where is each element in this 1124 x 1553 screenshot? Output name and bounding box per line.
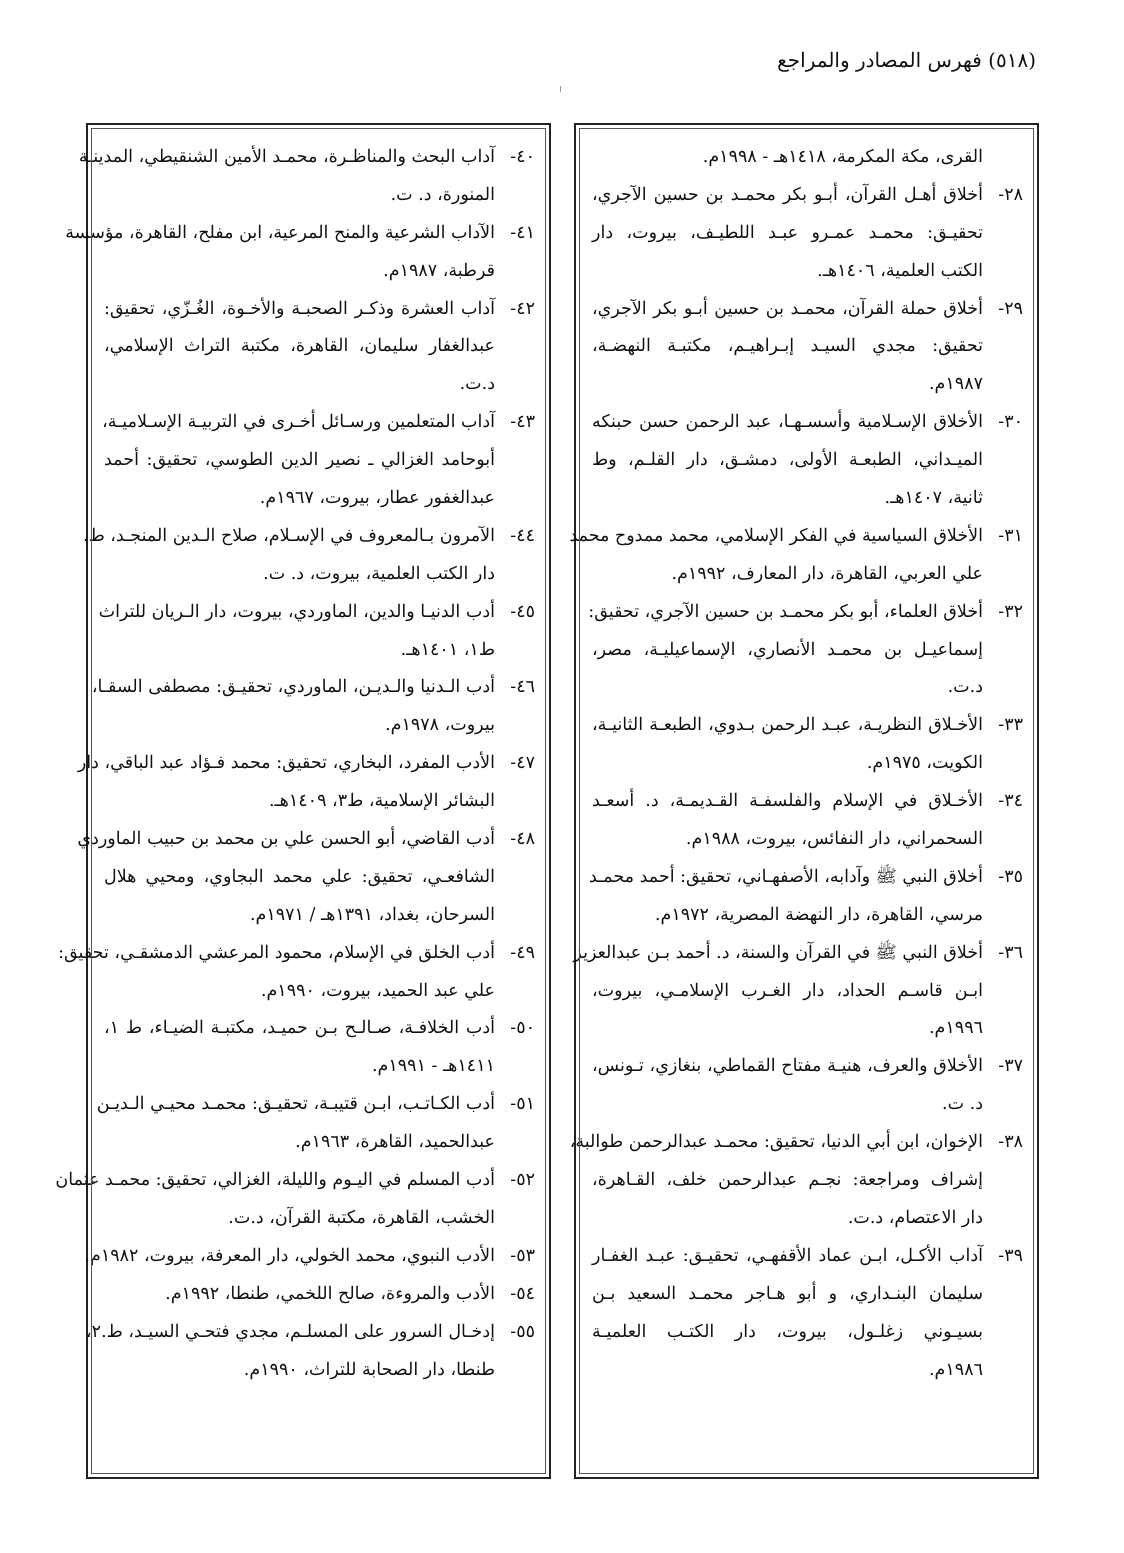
entry-text: أدب القاضي، أبو الحسن علي بن محمد بن حبيب الماوردي — [77, 829, 495, 850]
reference-line-continuation — [592, 1352, 1023, 1390]
reference-line-continuation — [592, 442, 1023, 480]
reference-entry — [77, 745, 535, 783]
entry-text: طنطا، دار الصحابة للتراث، ١٩٩٠م. — [243, 1359, 495, 1380]
entry-text: بسيـوني زغلـول، بيروت، دار الكتـب العلميـة — [592, 1321, 983, 1342]
entry-number: ٣٥- — [998, 866, 1023, 887]
entry-number: ٣٠- — [998, 412, 1023, 433]
entry-text: تحقيق: مجدي السيـد إبـراهيـم، مكتبـة النهضـة، — [592, 336, 983, 357]
entry-text: أخلاق العلماء، أبو بكر محمـد بن حسين الآجري، تحقيق: — [588, 601, 983, 622]
reference-line-continuation — [104, 1352, 535, 1390]
reference-line-continuation — [592, 253, 1023, 291]
reference-entry — [58, 935, 535, 973]
entry-text: إدخـال السرور على المسلـم، مجدي فتحـي السيـد، ط.٢، — [86, 1321, 495, 1342]
reference-line-continuation — [592, 669, 1023, 707]
entry-text: ط١، ١٤٠١هـ. — [400, 639, 495, 660]
entry-text: إسماعيـل بن محمـد الأنصاري، الإسماعيليـة، مصر، — [592, 639, 983, 660]
entry-number: ٤٣- — [510, 412, 535, 433]
entry-number: ٢٨- — [998, 184, 1023, 205]
entry-number: ٤٦- — [510, 677, 535, 698]
entry-number: ٤٠- — [510, 147, 535, 167]
entry-text: أدب الدنيـا والدين، الماوردي، بيروت، دار الـريان للتراث — [98, 601, 495, 622]
reference-line-continuation — [592, 1276, 1023, 1314]
entry-number: ٤٩- — [510, 942, 535, 963]
entry-text: دار الكتب العلمية، بيروت، د. ت. — [263, 563, 495, 584]
entry-text: ثانية، ١٤٠٧هـ. — [884, 488, 983, 509]
entry-text: دار الاعتصام، د.ت. — [847, 1207, 983, 1228]
reference-entry — [98, 594, 535, 632]
reference-line-continuation — [592, 632, 1023, 670]
reference-entry — [592, 1238, 1023, 1276]
entry-text: عبدالغفار سليمان، القاهرة، مكتبة التراث الإسلامي، — [104, 336, 495, 357]
reference-line-continuation — [104, 897, 535, 935]
reference-line-continuation — [592, 897, 1023, 935]
reference-entry — [104, 1010, 535, 1048]
entry-text: تحقيـق: محمـد عمـرو عبـد اللطيـف، بيروت، دار — [592, 222, 983, 243]
reference-entry — [573, 935, 1023, 973]
reference-entry — [104, 291, 535, 329]
left-column-entries — [55, 139, 535, 1389]
entry-text: الأخلاق السياسية في الفكر الإسلامي، محمد ممدوح محمد — [569, 525, 983, 546]
reference-line-continuation — [592, 973, 1023, 1011]
entry-number: ٢٩- — [998, 298, 1023, 319]
reference-entry — [588, 859, 1023, 897]
entry-text: د. ت. — [942, 1094, 983, 1115]
reference-entry — [78, 139, 535, 177]
reference-entry — [592, 783, 1023, 821]
entry-number: ٥٥- — [510, 1321, 535, 1342]
margin-mark — [560, 86, 561, 92]
entry-text: بيروت، ١٩٧٨م. — [385, 715, 495, 736]
reference-entry — [588, 594, 1023, 632]
entry-number: ٣٣- — [998, 715, 1023, 736]
entry-text: علي عبد الحميد، بيروت، ١٩٩٠م. — [260, 980, 495, 1001]
entry-text: آداب الأكـل، ابـن عماد الأقفهـي، تحقيـق: عبـد الغفـار — [592, 1245, 983, 1266]
reference-entry — [592, 707, 1023, 745]
reference-entry — [84, 1238, 535, 1276]
entry-number: ٣٦- — [998, 942, 1023, 963]
entry-text: أدب الـدنيا والـديـن، الماوردي، تحقيـق: مصطفى السقـا، — [91, 677, 495, 698]
reference-line-continuation — [592, 1086, 1023, 1124]
entry-text: الميـداني، الطبعـة الأولى، دمشـق، دار القلـم، وط — [592, 450, 983, 471]
reference-line-continuation — [592, 328, 1023, 366]
reference-entry — [569, 1124, 1023, 1162]
reference-line-continuation — [104, 366, 535, 404]
entry-text: الآمرون بـالمعروف في الإسـلام، صلاح الـدين المنجـد، ط. — [83, 525, 495, 546]
entry-text: إشراف ومراجعة: نجـم عبدالرحمن خلف، القـاهرة، — [592, 1170, 983, 1191]
reference-line-continuation — [104, 253, 535, 291]
entry-text: عبدالغفور عطار، بيروت، ١٩٦٧م. — [259, 488, 495, 509]
entry-number: ٣٧- — [998, 1056, 1023, 1077]
entry-text: السحمراني، دار النفائس، بيروت، ١٩٨٨م. — [685, 829, 983, 850]
reference-line-continuation — [592, 1314, 1023, 1352]
reference-entry — [83, 518, 535, 556]
reference-entry — [86, 1314, 535, 1352]
reference-line-continuation — [104, 556, 535, 594]
reference-entry — [569, 518, 1023, 556]
entry-text: قرطبة، ١٩٨٧م. — [383, 260, 495, 281]
entry-number: ٣٨- — [998, 1132, 1023, 1153]
reference-line-continuation — [592, 1200, 1023, 1238]
right-column-entries — [569, 139, 1023, 1389]
entry-number: ٣١- — [998, 525, 1023, 546]
entry-text: الآداب الشرعية والمنح المرعية، ابن مفلح، القاهرة، مؤسسة — [65, 222, 495, 243]
reference-line-continuation — [104, 1124, 535, 1162]
entry-text: ١٤١١هـ - ١٩٩١م. — [371, 1056, 495, 1077]
entry-text: أدب الكـاتـب، ابـن قتيبـة، تحقيـق: محمـد محيـي الـديـن — [96, 1094, 495, 1115]
entry-text: الأخلاق الإسـلامية وأسسـهـا، عبد الرحمن حسن حبنكه — [592, 412, 983, 433]
entry-text: الأخـلاق النظريـة، عبـد الرحمن بـدوي، الطبعـة الثانيـة، — [592, 715, 983, 736]
reference-line-continuation — [592, 1010, 1023, 1048]
entry-text: الكويت، ١٩٧٥م. — [866, 753, 983, 774]
entry-number: ٥٠- — [510, 1018, 535, 1039]
entry-text: الشافعـي، تحقيق: علي محمد البجاوي، ومحيي هلال — [104, 866, 495, 887]
entry-text: علي العربي، القاهرة، دار المعارف، ١٩٩٢م. — [671, 563, 983, 584]
reference-line-continuation — [592, 556, 1023, 594]
reference-line-continuation — [104, 859, 535, 897]
entry-text: ١٩٩٦م. — [928, 1018, 983, 1039]
reference-entry — [104, 1276, 535, 1314]
entry-text: آداب العشرة وذكـر الصحبـة والأخـوة، الغُـزّي، تحقيق: — [104, 298, 495, 319]
entry-text: الأدب والمروءة، صالح اللخمي، طنطا، ١٩٩٢م. — [165, 1283, 495, 1304]
reference-entry — [592, 177, 1023, 215]
reference-line-continuation — [104, 632, 535, 670]
entry-text: أخلاق أهـل القرآن، أبـو بكر محمـد بن حسين الآجري، — [592, 184, 983, 205]
reference-entry — [77, 821, 535, 859]
entry-text: ١٩٨٦م. — [928, 1359, 983, 1380]
entry-number: ٤٨- — [510, 829, 535, 850]
reference-entry — [592, 291, 1023, 329]
entry-text: الأدب النبوي، محمد الخولي، دار المعرفة، بيروت، ١٩٨٢م. — [84, 1245, 495, 1266]
entry-number: ٣٩- — [998, 1245, 1023, 1266]
entry-text: أخلاق النبي ﷺ في القرآن والسنة، د. أحمد بـن عبدالعزيز — [573, 942, 983, 963]
reference-line-continuation — [592, 480, 1023, 518]
entry-number: ٣٢- — [998, 601, 1023, 622]
entry-text: السرحان، بغداد، ١٣٩١هـ / ١٩٧١م. — [249, 904, 495, 925]
reference-line-continuation — [104, 973, 535, 1011]
entry-text: سليمان البنـداري، و أبو هـاجر محمـد السعيد بـن — [592, 1283, 983, 1304]
reference-entry — [55, 1162, 535, 1200]
entry-text: أدب الخلافـة، صـالـح بـن حميـد، مكتبـة الضيـاء، ط ١، — [104, 1018, 495, 1039]
entry-text: مرسي، القاهرة، دار النهضة المصرية، ١٩٧٢م. — [654, 904, 983, 925]
entry-text: ابـن قاسـم الحداد، دار الغـرب الإسلامـي، بيروت، — [592, 980, 983, 1001]
entry-text: الكتب العلمية، ١٤٠٦هـ. — [817, 260, 983, 281]
reference-line-continuation — [592, 821, 1023, 859]
reference-entry — [96, 1086, 535, 1124]
entry-text: أخلاق النبي ﷺ وآدابه، الأصفهـاني، تحقيق: أحمد محمـد — [588, 866, 983, 887]
entry-text: المنورة، د. ت. — [390, 184, 495, 205]
reference-line-continuation — [592, 139, 1023, 177]
entry-text: عبدالحميد، القاهرة، ١٩٦٣م. — [295, 1132, 495, 1153]
reference-line-continuation — [104, 328, 535, 366]
entry-text: أبوحامد الغزالي ـ نصير الدين الطوسي، تحقيق: أحمد — [104, 450, 495, 471]
reference-line-continuation — [104, 1200, 535, 1238]
right-column — [569, 123, 1039, 1479]
reference-line-continuation — [592, 215, 1023, 253]
left-column — [55, 123, 551, 1479]
entry-text: ١٩٨٧م. — [928, 374, 983, 395]
entry-text: أدب الخلق في الإسلام، محمود المرعشي الدمشقـي، تحقيق: — [58, 942, 495, 963]
entry-number: ٥١- — [510, 1094, 535, 1115]
reference-line-continuation — [104, 480, 535, 518]
reference-entry — [592, 1048, 1023, 1086]
reference-line-continuation — [592, 366, 1023, 404]
entry-number: ٤٤- — [510, 525, 535, 546]
entry-text: أدب المسلم في اليـوم والليلة، الغزالي، تحقيق: محمـد عثمان — [55, 1170, 495, 1191]
reference-entry — [592, 404, 1023, 442]
entry-text: الخشب، القاهرة، مكتبة القرآن، د.ت. — [228, 1207, 495, 1228]
reference-line-continuation — [104, 783, 535, 821]
reference-entry — [91, 669, 535, 707]
entry-text: آداب المتعلمين ورسـائل أخـرى في التربيـة الإسـلاميـة، — [102, 412, 495, 433]
entry-text: البشائر الإسلامية، ط٣، ١٤٠٩هـ. — [268, 791, 495, 812]
reference-line-continuation — [592, 745, 1023, 783]
reference-line-continuation — [104, 1048, 535, 1086]
reference-entry — [65, 215, 535, 253]
entry-number: ٥٣- — [510, 1245, 535, 1266]
entry-number: ٥٢- — [510, 1170, 535, 1191]
entry-number: ٤٥- — [510, 601, 535, 622]
reference-line-continuation — [104, 177, 535, 215]
entry-number: ٥٤- — [510, 1283, 535, 1304]
reference-line-continuation — [104, 707, 535, 745]
page-header: (٥١٨) فهرس المصادر والمراجع — [777, 48, 1036, 72]
entry-text: الأخـلاق في الإسلام والفلسفـة القـديمـة، د. أسعـد — [592, 791, 983, 812]
entry-number: ٣٤- — [998, 791, 1023, 812]
reference-line-continuation — [104, 442, 535, 480]
entry-text: القرى، مكة المكرمة، ١٤١٨هـ - ١٩٩٨م. — [702, 147, 983, 167]
entry-text: د.ت. — [947, 677, 983, 698]
entry-number: ٤١- — [510, 222, 535, 243]
reference-entry — [104, 404, 535, 442]
entry-number: ٤٧- — [510, 753, 535, 774]
entry-text: أخلاق حملة القرآن، محمـد بن حسين أبـو بكر الآجري، — [592, 298, 983, 319]
entry-number: ٤٢- — [510, 298, 535, 319]
reference-line-continuation — [592, 1162, 1023, 1200]
entry-text: د.ت. — [459, 374, 495, 395]
entry-text: آداب البحث والمناظـرة، محمـد الأمين الشنقيطي، المدينـة — [78, 147, 495, 167]
entry-text: الأدب المفرد، البخاري، تحقيق: محمد فـؤاد عبد الباقي، دار — [77, 753, 495, 774]
entry-text: الإخوان، ابن أبي الدنيا، تحقيق: محمـد عبدالرحمن طوالبة، — [569, 1132, 983, 1153]
entry-text: الأخلاق والعرف، هنيـة مفتاح القماطي، بنغازي، تـونس، — [592, 1056, 983, 1077]
